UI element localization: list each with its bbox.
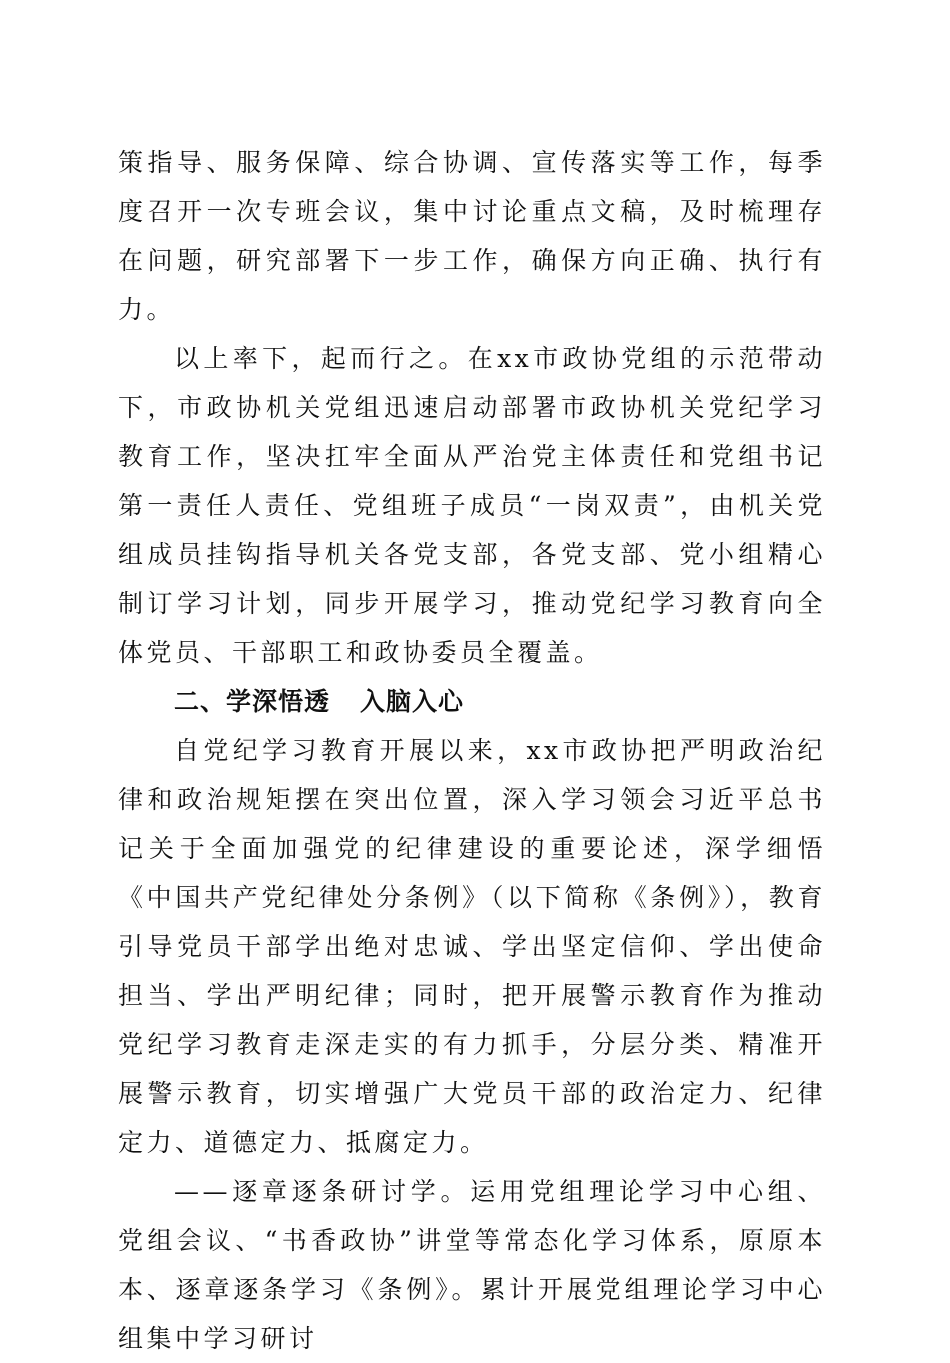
section-heading-number: 二、学深悟透 (174, 687, 331, 716)
section-heading-title: 入脑入心 (360, 687, 465, 716)
section-heading (118, 677, 826, 726)
document-body (118, 138, 826, 1363)
paragraph-section-intro: 自党纪学习教育开展以来，xx市政协把严明政治纪律和政治规矩摆在突出位置，深入学习领会习近平总书记关于全面加强党的纪律建设的重要论述，深学细悟《中国共产党纪律处分条例》（以下简称《条例》），教育引导党员干部学出绝对忠诚、学出坚定信仰、学出使命担当、学出严明纪律；同时，把开展警示教育作为推动党纪学习教育走深走实的有力抓手，分层分类、精准开展警示教育，切实增强广大党员干部的政治定力、纪律定力、道德定力、抵腐定力。 (118, 736, 826, 1157)
paragraph-chapter-study: ——逐章逐条研讨学。运用党组理论学习中心组、党组会议、“书香政协”讲堂等常态化学习体系，原原本本、逐章逐条学习《条例》。累计开展党组理论学习中心组集中学习研讨 (118, 1177, 826, 1353)
paragraph-continuation: 策指导、服务保障、综合协调、宣传落实等工作，每季度召开一次专班会议，集中讨论重点文稿，及时梳理存在问题，研究部署下一步工作，确保方向正确、执行有力。 (118, 148, 826, 324)
paragraph-lead-by-example: 以上率下，起而行之。在xx市政协党组的示范带动下，市政协机关党组迅速启动部署市政协机关党纪学习教育工作，坚决扛牢全面从严治党主体责任和党组书记第一责任人责任、党组班子成员“一岗双责”，由机关党组成员挂钩指导机关各党支部，各党支部、党小组精心制订学习计划，同步开展学习，推动党纪学习教育向全体党员、干部职工和政协委员全覆盖。 (118, 344, 826, 667)
